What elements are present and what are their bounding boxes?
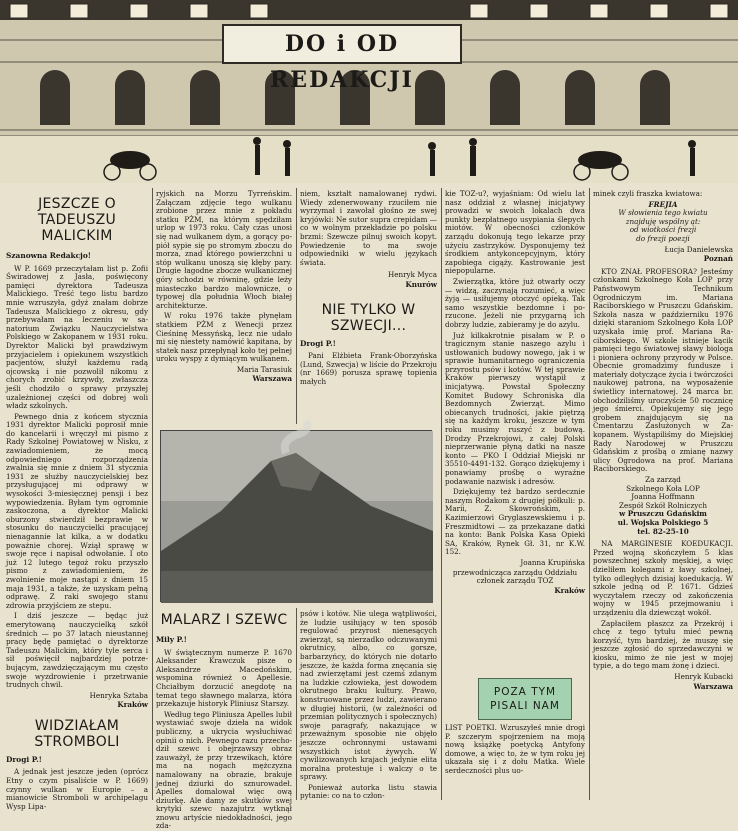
paragraph: NA MARGINESIE KOEDUKACJI. Przed wojną skończyłem 5 klas powszechnej szkoły męskiej, a więc dzieliłem kolegami z ławy szkolnej, tylko odległych dzisiaj koedukacją. W szkole jedną od P. 1671. Gdzieś wyczytałem rzeczy od zakończenia wojny w 1945 przejmowaniu i urządzeniu dla dziewcząt wokół. [593,539,733,617]
article-headline: MALARZ I SZEWC [160,612,288,628]
signature-name: Łucja Danielewska [664,244,733,254]
salutation: Szanowna Redakcjo! [6,251,91,260]
letter-column-3 [300,190,437,428]
column-divider [296,188,297,424]
signature-name: Joanna Krupińska [520,557,585,567]
letter-column-2 [156,190,292,426]
paragraph: ryjskich na Morzu Tyrreńskim. Załączam zdjęcie tego wulkanu zrobione przez mnie z pokładu statku PŻM, na którym spędziłam urlop w 1973 roku. Cały czas unosi się nad wulkanem dym, a gorący popiół sypie się po stromym zboczu do morza, znad którego powierzchni u stóp wulkanu unoszą się kłęby pary. Drugie łagodne zbocze wulkanicznej góry schodzi w równinę, gdzie leży miasteczko bardzo malownicze, o typowej dla południa Włoch białej architekturze. [156,189,292,310]
paragraph: Zwierzątka, które już otwarły oczy — widzą, zaczynają rozumieć, a więc żyją — usiłujemy otoczyć opieką. Tak samo wszystkie bezdomne i porzucone. Jeżeli nie przygarną ich dobrzy ludzie, zabieramy je do azylu. [445,276,585,329]
signature-place: Poznań [703,254,733,264]
list-item [445,724,585,800]
stromboli-volcano-image [161,431,433,603]
paragraph: Już kilkakrotnie pisałam w P. o tragicznym stanie naszego azylu i ustłowanich budowy nowego, jak i w sprawie humanitarnego ograniczenia przyrostu psów i kotów. W tej sprawie Kraków pierwszy wystąpił z inicjatywą. Powstał Społeczny Komitet Budowy Schroniska dla Bezdomnych Zwierząt. Mimo obiecanych trudności, jakie piętrzą się na każdym kroku, jeszcze w tym roku musimy ruszyć z budową. Drodzy Przekrojowi, z całej Polski nieprzerwanie płyną datki na nasze konto — PKO I Oddział Miejski nr 35510-4491-132. Gorąco dziękujemy i ponawiamy prośbę o wyraźne podawanie nazwisk i adresów. [445,330,585,486]
paragraph: psów i kotów. Nie ulega wątpliwości, że ludzie usiłujący w ten sposób regulować przyrost nienesących zwierząt, są nierzadko odczuwanymi okrutnicy, albo, co gorsze, barbarzyńcy, do których nie dotarło jeszcze, że każda forma znęcania się nad zwierzętami jest czemś zdanym na ludzkie człowieka, jest dowodem okrutnego braku kultury. Prawo, konstruowane przez ludzi, zawierano w długiej historii, (w zależności od przemian politycznych i społecznych) swoje paragrafy, nakazujące w przeważnym sposobie nie objęło jeszcze ochronnymi ustawami wszystkich istot żywych. W cywilizowanych krajach jedynie elita moralna protestuje i walczy o te sprawy. [300,609,437,782]
signature-place: Warszawa [693,681,733,691]
article-headline: WIDZIAŁAM STROMBOLI [34,717,120,750]
paragraph: Pewnego dnia z końcem stycznia 1931 dyrektor Malicki poprosił mnie do kancelarii i wręczył mi pismo z Rady Szkolnej Powiatowej w Nisku, z zawiadomieniem, że mocą odpowiedniego rozporządzenia zwalnia się mnie z dniem 31 stycznia 1931 ze służby nauczycielskiej bez przysługującej mi odprawy w wysokości 3-miesięcznej pensji i bez wypowiedzenia. Byłam tym ogromnie zaskoczona, a dyrektor Malicki oburzony stwierdził bezprawie w stosunku do nauczycielki pracującej nienagannie lat kilka, a w dodatku poważnie chorej. Wziął sprawę w swoje ręce i napisał odwołanie. I oto już 12 lutego tegoż roku przyszło pismo z zawiadomieniem, że zwolnienie moje nastąpi z dniem 15 maja 1931, a także, że uzyskam pełną odprawę. Z raki swojego stanu zdrowia przyjściem ze stepu. [6,411,148,610]
signature-line: Szkolnego Koła LOP [626,483,700,493]
paragraph: minek czyli fraszka kwiatowa: [593,189,703,198]
paragraph: niem, kształt namalowanej rydwi. Wiedy zdenerwowany rzuciłem nie wyrzymał i zawołał głośno ze swej kryjówki: Ne sutor supra crepidam — co w wolnym przekładzie po polsku brzmi: Szewcze pilnuj swoich kopyt. Powiedzenie to ma swoje odpowiedniki w wielu językach świata. [300,189,437,267]
signature-role: przewodnicząca zarządu Oddziału członek zarządu TOZ [452,567,578,586]
section-title: DO i OD REDAKCJI [222,24,462,64]
salutation: Mily P.! [156,635,187,644]
column-divider [296,608,297,800]
letter-column-2-bottom [156,610,292,831]
letter-column-5 [593,190,733,796]
paragraph: Dziękujemy też bardzo serdecznie naszym Rodakom z drugiej półkuli: p. Marii, Z. Skowrońskim, p. Kazimierzowi Gryglaszewskiemu i p. Freszmidtowi — za przekazane datki na konto: Bank Polska Kasa Opieki SA, Kraków, Rynek Gł. 31, nr K.W. 152. [445,487,585,557]
column-divider [589,188,590,800]
paragraph: Pani Elżbieta Frank-Oborzyńska (Lund, Szwecja) w liście do Przekroju (nr 1669) porusza sprawę topienia małych [300,351,437,386]
paragraph: Według tego Pliniusza Apelles lubił wystawiać swoje dzieła na widok publiczny, a ukrycia wysłuchiwać opinii o nich. Pewnego razu przechodził szewc i obejrzawszy obraz zauważył, że przy trzewikach, które ma na nogach mężczyzna namalowany na obrazie, brakuje jednej dziurki do sznurowadeł. Apelles domalował więc ową dziurkę. Ale damy ze skutków swej krytyki szewc nazajutrz wytknął znowu artyście niedokładności, jego zda- [156,709,292,831]
salutation: Drogi P.! [6,754,42,764]
paragraph: W świątecznym numerze P. 1670 Aleksander Krawczuk pisze o Aleksandrze Macedońskim, wspomina również o Apellesie. Chciałbym dorzucić anegdotę na temat tego sławnego malarza, która przekazuje historyk Pliniusz Starszy. [156,647,292,709]
article-headline: JESZCZE O TADEUSZU MALICKIM [37,196,117,244]
signature-name: Henryk Myca [387,270,437,280]
signature-line: Za zarząd [645,475,681,484]
signature-place: Warszawa [252,374,292,384]
letter-column-3-bottom [300,610,437,800]
paragraph: Ponieważ autorka listu stawia pytanie: co na to człon- [300,782,437,801]
signature-line: tel. 82-25-10 [637,526,689,536]
paragraph: W P. 1669 przeczytałam list p. Zofii Świradowej z Jasła, poświęcony pamięci dyrektora Tadeusza Malickiego. Treść tego listu bardzo mnie wzruszyła, gdyż znałam dobrze Tadeusza Malickiego z okresu, gdy przebywałam na leczeniu w sanatorium Związku Nauczycielstwa Polskiego w Zakopanem w 1931 roku. Dyrektor Malicki był prawdziwym przyjacielem i opiekunem wszystkich pacjentów, służył każdemu radą ojcowską i nie pozwolił nikomu z chorych zrobić krzywdy, zwłaszcza jeśli chodziło o sprawy przyszłej uzależnionej części od dobrej woli władz szkolnych. [6,263,148,411]
paragraph: LIST POETKI. Wzruszyłeś mnie drogi P. szczerym spojrzeniem na moją nową książkę poetycką Antyfony domowe, a więc to, że w tym roku jej ukazała się i z dołu Matka. Wiele serdeczności plus uo- [445,723,585,775]
signature-line: w Pruszczu Gdańskim [619,509,707,519]
salutation: Drogi P.! [300,338,336,348]
poem-line: do frezji poezji [636,233,690,243]
poem-line: od wiotkości frezji [629,225,697,235]
signature-line: Joanna Hoffmann [631,492,695,502]
signature-line: ul. Wojska Polskiego 5 [617,517,709,527]
section-box-heading: POZA TYM PISALI NAM [478,678,572,720]
paragraph: kie TOZ-u?, wyjaśniam: Od wielu lat nasz oddział z własnej inicjatywy prowadzi w swoich lokalach dwa punkty bezpłatnego usypiania ślepych miotów. W obecności członków zarządu dokonują tego lekarze przy użyciu zastrzyków. Dysponujemy też środkiem antykoncepcyjnym, który zapobiega cigąży. Kastrowanie jest niepopularne. [445,189,585,276]
paragraph: I dziś jeszcze — będąc już emerytowaną nauczycielką szkół średnich — po 37 latach nieustannej pracy będę pamiętać o dyrektorze Tadeuszu Malickim, który tyle serca i sił poświęcił najbardziej potrzebującym, zawdzięczającym mu często swoje wyzdrowienie i przetrwanie trudnych chwil. [6,611,148,690]
poem [593,201,733,244]
poem-line: znajduję wspólny ąt: [625,216,701,226]
paragraph: Zapłaciłem płaszcz za Przekrój i chcę z tego tytułu mieć pewną korzyść, tym bardziej, że muszę się jeszcze zgłosić do sprzedawczyni w kiosku, mimo że nie jest w mojej typie, a do tego mam żonę i dzieci. [593,618,733,671]
letter-column-4 [445,190,585,676]
signature-place: Kraków [117,700,148,710]
signature-place: Knurów [405,279,437,289]
article-headline: NIE TYLKO W SZWECJI... [321,301,416,334]
letter-column-1 [6,190,148,811]
paragraph: A jednak jest jeszcze jeden (oprócz Etny o czym pisaliście w P. 1669) czynny wulkan w Europie – a mianowicie Stromboli w archipelagu Wysp Lipa- [6,767,148,811]
poem-line: W słowienia tego kwiatu [618,208,708,218]
signature-name: Henryk Kubacki [674,672,733,682]
signature-line: Zespół Szkół Rolniczych [619,500,707,510]
signature-name: Henryka Sztaba [89,690,148,700]
poem-title: FREJIA [648,199,678,209]
column-divider [441,188,442,800]
volcano-photo [160,430,432,602]
column-divider [152,188,153,800]
signature-place: Kraków [554,585,585,595]
paragraph: W roku 1976 także płynęłam statkiem PŻM z Wenecji przez Cieśninę Messyńską, lecz nie udało mi się niestety namówić kapitana, by statek nasz przepłynął koło tej pełnej uroku wyspy z dymiącym wulkanem. [156,311,292,364]
header-illustration [0,0,738,183]
signature-name: Maria Tarasiuk [236,364,292,374]
paragraph: KTO ZNAŁ PROFESORA? Jesteśmy członkami Szkolnego Koła LOP przy Państwowym Technikum Ogrodniczym im. Mariana Raciborskiego w Pruszczu Gdańskim. Szkoła nasza w październiku 1976 dzięki staraniom Szkolnego Koła LOP uzyskała imię prof. Mariana Raciborskiego. W szkole istnieje kącik pamięci tego światowej sławy biologa i pioniera ochrony przyrody w Polsce. Obecnie gromadzimy fundusze i materiały dotyczące życia i twórczości naukowej patrona, na wyposażenie świetlicy internatowej. 24 marca br. obchodziliśmy uroczyście 50 rocznicę jego śmierci. Opiekujemy się jego grobem znajdującym się na Cmentarzu Zasłużonych w Zakopanem. Wystąpiliśmy do Miejskiej Rady Narodowej w Pruszczu Gdańskim z prośbą o zmianę nazwy ulicy Ogrodowa na prof. Mariana Raciborskiego. [593,266,733,474]
